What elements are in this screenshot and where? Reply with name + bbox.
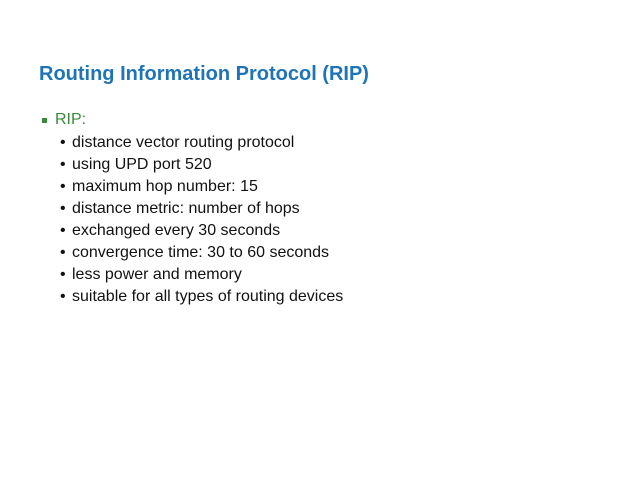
square-bullet-icon: [42, 118, 47, 123]
list-item-text: distance metric: number of hops: [72, 200, 300, 217]
bullet-dot-icon: •: [60, 288, 66, 305]
list-item: [60, 132, 343, 154]
list-item-text: exchanged every 30 seconds: [72, 222, 281, 239]
list-item-text: convergence time: 30 to 60 seconds: [72, 244, 330, 261]
bullet-dot-icon: •: [60, 134, 66, 151]
list-item-text: suitable for all types of routing devices: [72, 288, 344, 305]
slide-title: Routing Information Protocol (RIP): [39, 63, 369, 85]
bullet-dot-icon: •: [60, 156, 66, 173]
list-item: [60, 154, 343, 176]
bullet-dot-icon: •: [60, 266, 66, 283]
list-item: [60, 286, 343, 308]
sub-bullet-list: [60, 132, 343, 308]
list-item-text: distance vector routing protocol: [72, 134, 295, 151]
bullet-label: RIP:: [55, 111, 87, 128]
list-item-text: using UPD port 520: [72, 156, 212, 173]
bullet-dot-icon: •: [60, 222, 66, 239]
list-item: [60, 220, 343, 242]
bullet-rip: [42, 110, 86, 130]
list-item: [60, 176, 343, 198]
bullet-dot-icon: •: [60, 200, 66, 217]
list-item: [60, 264, 343, 286]
list-item: [60, 198, 343, 220]
list-item-text: less power and memory: [72, 266, 242, 283]
list-item: [60, 242, 343, 264]
bullet-dot-icon: •: [60, 178, 66, 195]
list-item-text: maximum hop number: 15: [72, 178, 258, 195]
bullet-dot-icon: •: [60, 244, 66, 261]
